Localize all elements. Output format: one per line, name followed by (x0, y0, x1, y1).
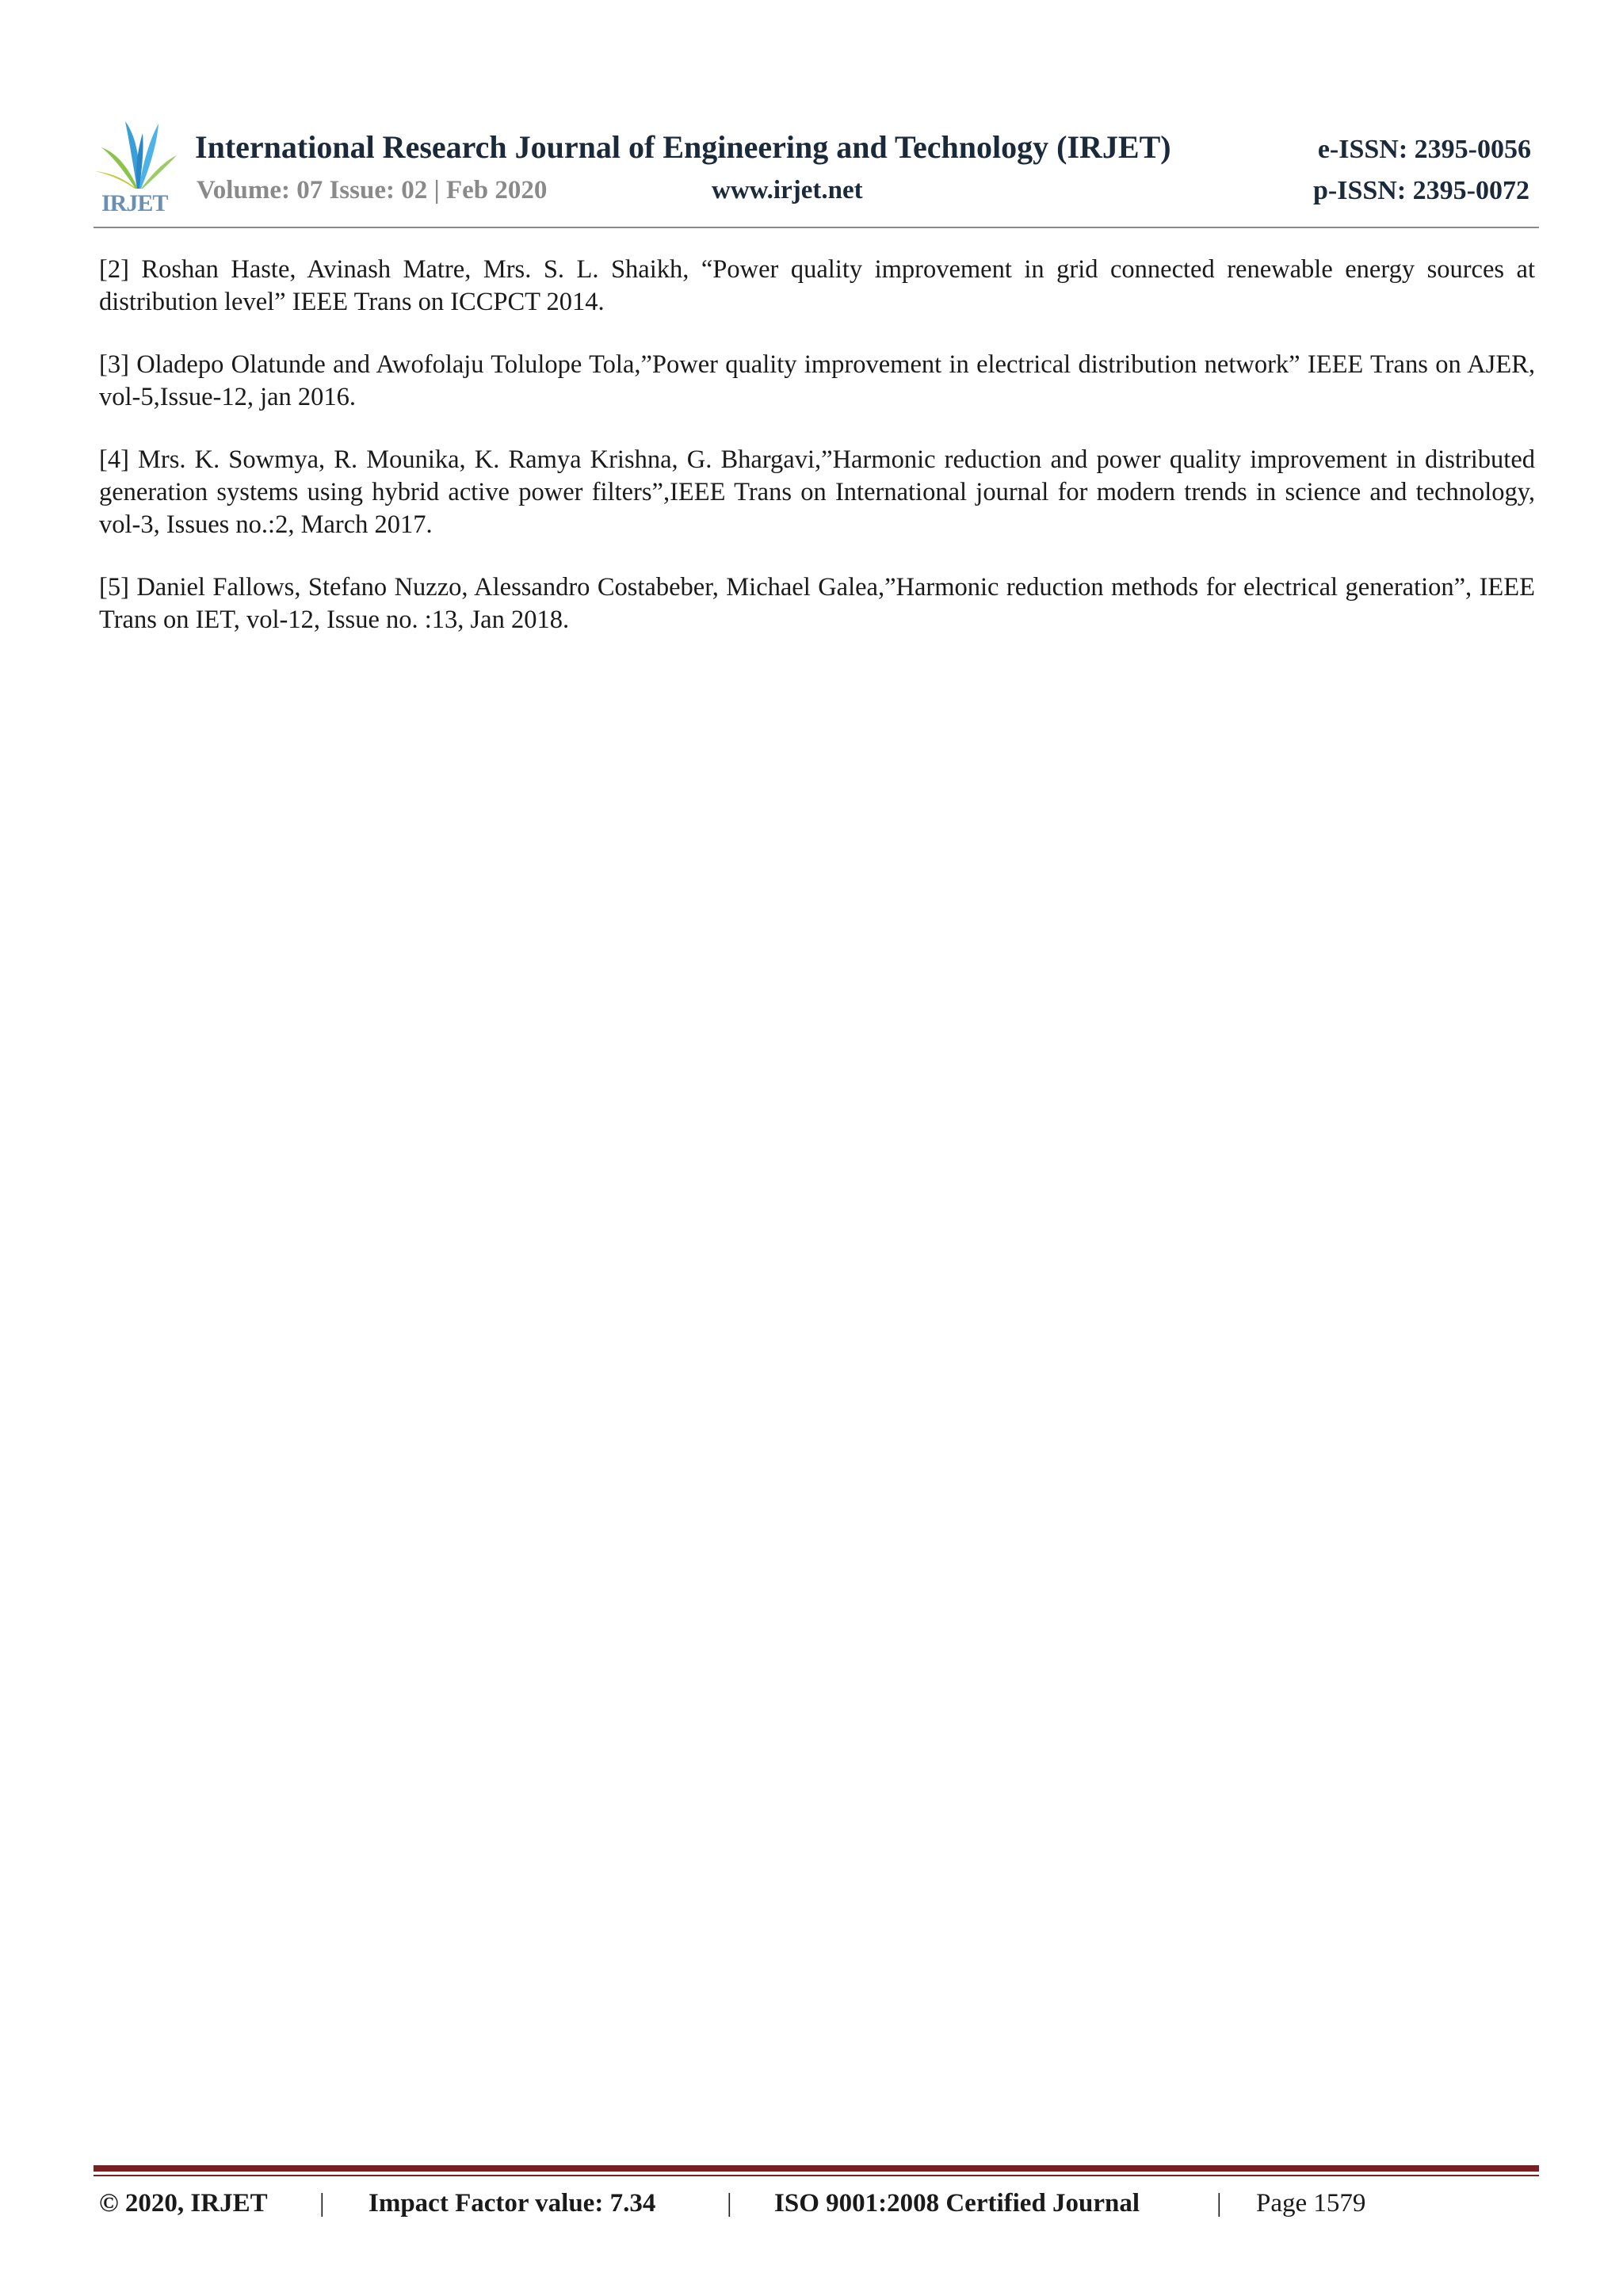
volume-issue: Volume: 07 Issue: 02 | Feb 2020 (197, 176, 548, 204)
footer-copyright: © 2020, IRJET (99, 2189, 268, 2218)
journal-title: International Research Journal of Engineering and Technology (IRJET) (195, 129, 1171, 165)
page-footer (99, 2189, 1446, 2229)
reference-item: [4] Mrs. K. Sowmya, R. Mounika, K. Ramya Krishna, G. Bhargavi,”Harmonic reduction and power quality improvement in distributed generation systems using hybrid active power filters”,IEEE Trans on International journal for modern trends in science and technology, vol-3, Issues no.:2, March 2017. (99, 445, 1535, 539)
footer-page-number: Page 1579 (1256, 2189, 1366, 2218)
logo-leaves-icon (94, 117, 181, 193)
pissn: p-ISSN: 2395-0072 (1313, 176, 1529, 205)
reference-item: [5] Daniel Fallows, Stefano Nuzzo, Alessandro Costabeber, Michael Galea,”Harmonic reduction methods for electrical generation”, IEEE Trans on IET, vol-12, Issue no. :13, Jan 2018. (99, 573, 1535, 634)
footer-separator: | (727, 2189, 732, 2218)
irjet-logo (94, 117, 181, 214)
reference-list (99, 254, 1535, 667)
reference-item: [3] Oladepo Olatunde and Awofolaju Tolulope Tola,”Power quality improvement in electrical distribution network” IEEE Trans on AJER, vol-5,Issue-12, jan 2016. (99, 350, 1535, 411)
footer-divider-thick (94, 2165, 1539, 2172)
footer-separator: | (319, 2189, 325, 2218)
header-divider (94, 227, 1539, 228)
footer-impact-factor: Impact Factor value: 7.34 (369, 2189, 656, 2218)
website-link[interactable]: www.irjet.net (712, 176, 863, 204)
eissn: e-ISSN: 2395-0056 (1317, 135, 1531, 164)
footer-iso: ISO 9001:2008 Certified Journal (774, 2189, 1140, 2218)
footer-divider-thin (94, 2175, 1539, 2176)
reference-item: [2] Roshan Haste, Avinash Matre, Mrs. S. L. Shaikh, “Power quality improvement in grid connected renewable energy sources at distribution level” IEEE Trans on ICCPCT 2014. (99, 255, 1535, 316)
logo-text: IRJET (101, 190, 168, 216)
footer-separator: | (1216, 2189, 1222, 2218)
page-header (94, 111, 1539, 228)
